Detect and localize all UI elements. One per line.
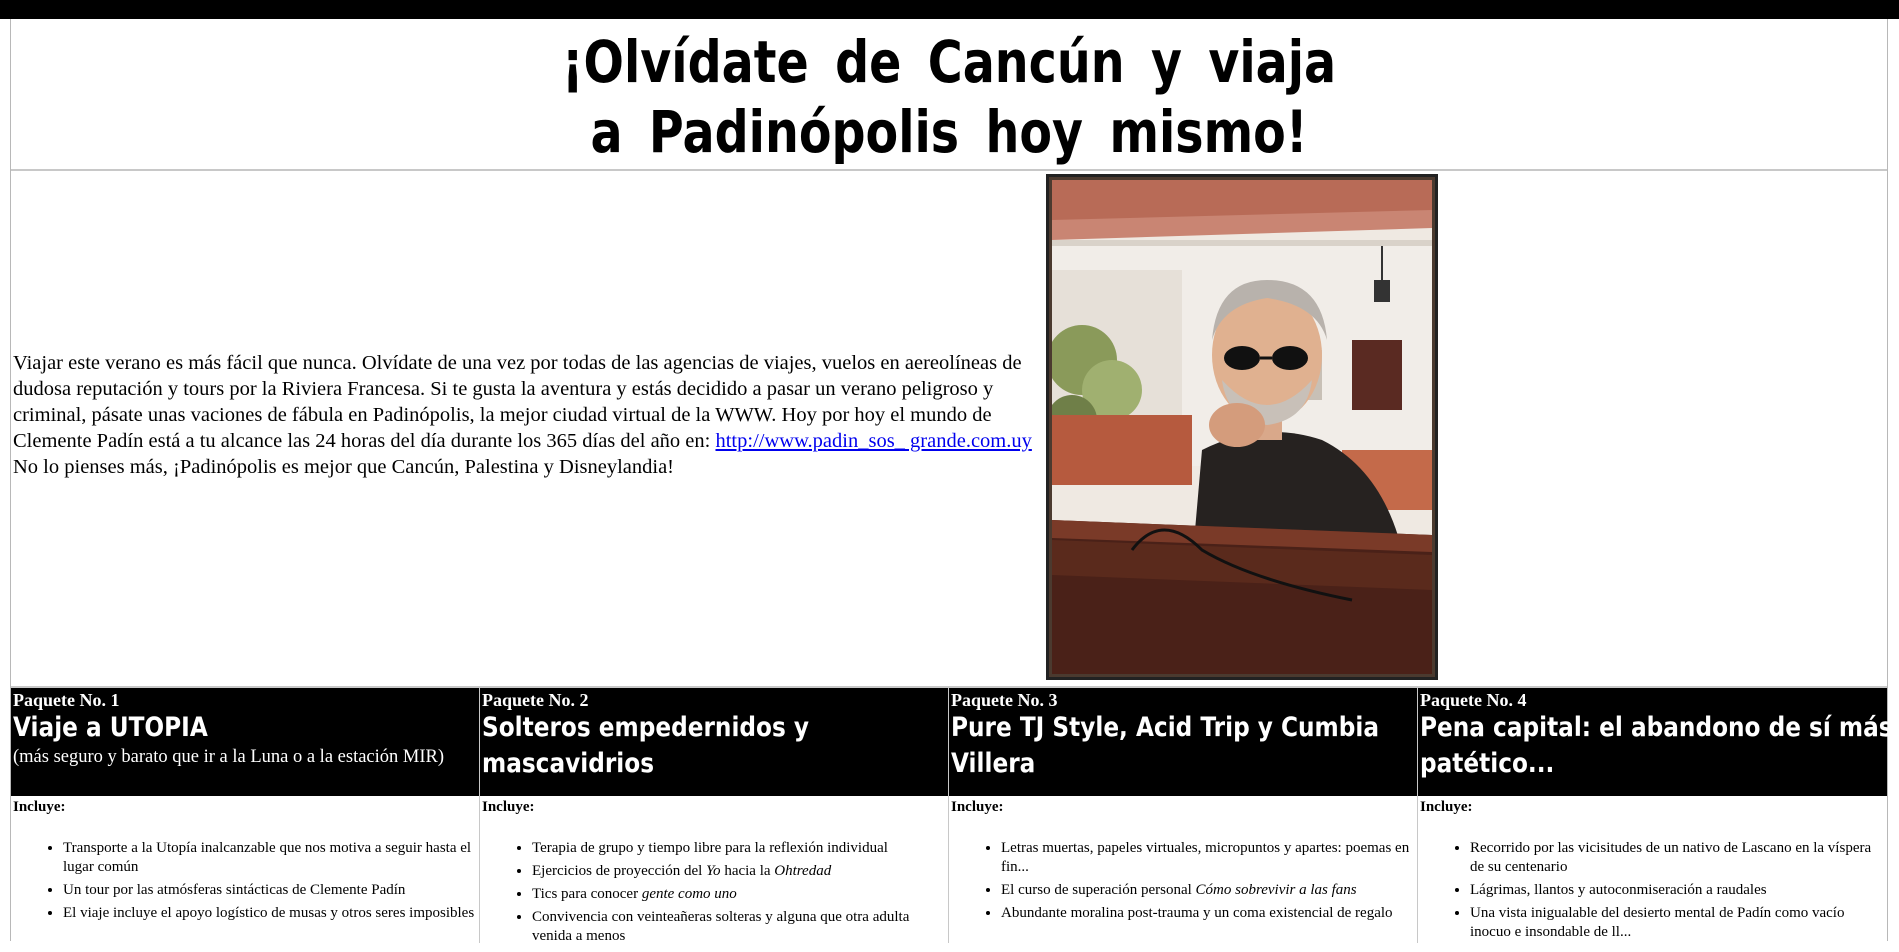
package-3-title-line-2: Villera — [951, 748, 1036, 779]
package-4-list — [1420, 839, 1885, 942]
package-1 — [11, 688, 480, 943]
package-3-header — [949, 688, 1417, 796]
package-1-number: Paquete No. 1 — [13, 690, 120, 710]
package-3 — [949, 688, 1418, 943]
list-item — [532, 862, 946, 881]
list-item: • Convivencia con veinteañeras solteras y alguna que otra adulta venida a menos — [532, 908, 946, 946]
package-3-number: Paquete No. 3 — [951, 690, 1058, 710]
list-item: • Un tour por las atmósferas sintácticas de Clemente Padín — [63, 881, 477, 900]
package-2-title-line-2: mascavidrios — [482, 748, 655, 779]
list-item-text: Ejercicios de proyección del — [532, 863, 707, 879]
list-item: • Recorrido por las vicisitudes de un nativo de Lascano en la víspera de su centenario — [1470, 839, 1885, 877]
intro-closing: No lo pienses más, ¡Padinópolis es mejor que Cancún, Palestina y Disneylandia! — [13, 456, 675, 478]
list-item — [532, 885, 946, 904]
list-item-text: El curso de superación personal — [1001, 882, 1196, 898]
top-black-bar — [0, 0, 1899, 19]
package-2-header — [480, 688, 948, 796]
list-item-italic: Ohtredad — [774, 863, 832, 879]
page-title-line-2: a Padinópolis hoy mismo! — [590, 98, 1308, 166]
package-1-body — [11, 796, 479, 929]
intro-text — [13, 350, 1033, 480]
package-3-body — [949, 796, 1417, 929]
list-item: • Terapia de grupo y tiempo libre para la reflexión individual — [532, 839, 946, 858]
package-1-subtitle: (más seguro y barato que ir a la Luna o a la estación MIR) — [13, 747, 445, 767]
list-item-italic: gente como uno — [641, 886, 737, 902]
package-3-title-line-1: Pure TJ Style, Acid Trip y Cumbia — [951, 712, 1380, 743]
list-item-text: Tics para conocer — [532, 886, 642, 902]
list-item: • Una vista inigualable del desierto mental de Padín como vacío inocuo e insondable de ll... — [1470, 904, 1885, 942]
list-item: • Abundante moralina post-trauma y un coma existencial de regalo — [1001, 904, 1415, 923]
package-2-title-line-1: Solteros empedernidos y — [482, 712, 810, 743]
list-item — [1001, 881, 1415, 900]
package-4 — [1418, 688, 1893, 943]
package-2 — [480, 688, 949, 943]
package-4-body — [1418, 796, 1887, 948]
package-2-list — [482, 839, 946, 946]
package-4-title-line-2: patético... — [1420, 748, 1555, 779]
package-1-includes-label: Incluye: — [13, 799, 66, 815]
portrait-photo-illustration — [1052, 180, 1432, 674]
package-3-list — [951, 839, 1415, 923]
page-frame — [10, 19, 1893, 944]
package-1-header — [11, 688, 479, 796]
package-4-header — [1418, 688, 1893, 796]
package-1-list — [13, 839, 477, 923]
padinopolis-link[interactable]: http://www.padin_sos_ grande.com.uy — [715, 430, 1032, 452]
package-1-title: Viaje a UTOPIA — [13, 712, 208, 743]
packages-table — [11, 686, 1893, 944]
page-title-line-1: ¡Olvídate de Cancún y viaja — [561, 28, 1337, 96]
list-item: • Lágrimas, llantos y autoconmiseración a raudales — [1470, 881, 1885, 900]
package-2-includes-label: Incluye: — [482, 799, 535, 815]
intro-paragraph: Viajar este verano es más fácil que nunca. Olvídate de una vez por todas de las agencias de viajes, vuelos en aereolíneas de dudosa reputación y tours por la Riviera Francesa. Si te gusta la aventura y estás decidido a pasar un verano peligroso y criminal, pásate unas vaciones de fábula en Padinópolis, la mejor ciudad virtual de la WWW. Hoy por hoy el mundo de Clemente Padín está a tu alcance las 24 horas del día durante los 365 días del año en: — [13, 352, 1022, 452]
package-4-number: Paquete No. 4 — [1420, 690, 1527, 710]
package-4-title-line-1: Pena capital: el abandono de sí más — [1420, 712, 1893, 743]
package-4-includes-label: Incluye: — [1420, 799, 1473, 815]
list-item: • El viaje incluye el apoyo logístico de musas y otros seres imposibles — [63, 904, 477, 923]
portrait-photo — [1046, 174, 1438, 680]
list-item-text: hacia la — [720, 863, 775, 879]
package-2-body — [480, 796, 948, 952]
page-title — [11, 19, 1887, 171]
list-item: • Letras muertas, papeles virtuales, micropuntos y apartes: poemas en fin... — [1001, 839, 1415, 877]
list-item-italic: Cómo sobrevivir a las fans — [1195, 882, 1357, 898]
list-item: • Transporte a la Utopía inalcanzable que nos motiva a seguir hasta el lugar común — [63, 839, 477, 877]
list-item-italic: Yo — [706, 863, 721, 879]
package-3-includes-label: Incluye: — [951, 799, 1004, 815]
package-2-number: Paquete No. 2 — [482, 690, 589, 710]
